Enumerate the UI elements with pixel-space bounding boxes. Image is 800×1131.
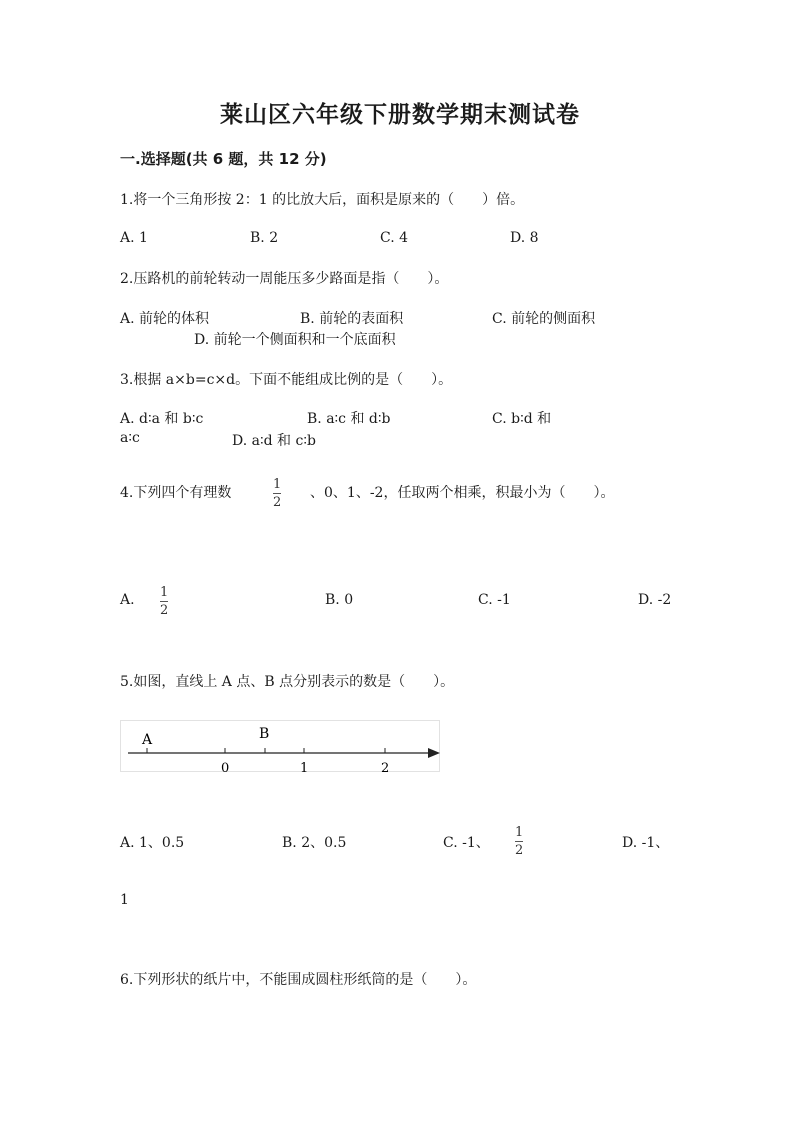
question-2-option-a: A. 前轮的体积: [120, 311, 210, 327]
fraction-denominator: 2: [273, 495, 282, 510]
fraction-denominator: 2: [160, 603, 169, 618]
question-5-option-d: D. -1、: [622, 835, 670, 851]
question-2-option-b: B. 前轮的表面积: [300, 311, 404, 327]
section-heading: 一.选择题(共 6 题，共 12 分): [120, 150, 327, 168]
question-3-option-b: B. a∶c 和 d∶b: [307, 411, 391, 427]
point-b-label: B: [259, 726, 270, 742]
tick-label-0: 0: [221, 761, 230, 776]
fraction-numerator: 1: [273, 477, 282, 492]
question-6-stem: 6.下列形状的纸片中，不能围成圆柱形纸筒的是（ ）。: [120, 972, 477, 988]
number-line-figure: [120, 720, 450, 780]
fraction-numerator: 1: [160, 585, 169, 600]
question-5-stem: 5.如图，直线上 A 点、B 点分别表示的数是（ ）。: [120, 674, 455, 690]
fraction-bar: [160, 601, 168, 602]
question-3-stem: 3.根据 a×b=c×d。下面不能组成比例的是（ ）。: [120, 372, 453, 388]
page-title: 莱山区六年级下册数学期末测试卷: [220, 102, 580, 128]
question-4-stem-before: 4.下列四个有理数: [120, 485, 232, 501]
question-1-option-c: C. 4: [380, 230, 409, 246]
question-1-option-a: A. 1: [120, 230, 148, 246]
fraction-numerator: 1: [515, 825, 524, 840]
question-1-option-d: D. 8: [510, 230, 539, 246]
question-3-option-c-cont: a∶c: [120, 430, 140, 446]
tick-label-2: 2: [381, 761, 390, 776]
question-5-option-c-fraction: [515, 825, 523, 858]
question-5-option-c: C. -1、: [443, 835, 490, 851]
question-3-option-a: A. d∶a 和 b∶c: [120, 411, 204, 427]
question-2-option-c: C. 前轮的侧面积: [492, 311, 596, 327]
tick-label-1: 1: [300, 761, 309, 776]
question-4-option-d: D. -2: [638, 592, 672, 608]
figure-frame: [121, 721, 440, 772]
fraction-bar: [273, 493, 281, 494]
fraction-denominator: 2: [515, 843, 524, 858]
question-4-option-a-fraction: [160, 585, 168, 618]
fraction-bar: [515, 841, 523, 842]
question-5-option-a: A. 1、0.5: [120, 835, 185, 851]
question-4-option-c: C. -1: [478, 592, 511, 608]
question-2-stem: 2.压路机的前轮转动一周能压多少路面是指（ ）。: [120, 271, 449, 287]
point-a-label: A: [142, 732, 153, 748]
question-4-stem-after: 、0、1、-2，任取两个相乘，积最小为（ ）。: [310, 485, 615, 501]
question-4-option-a: A.: [120, 592, 135, 608]
question-2-option-d: D. 前轮一个侧面积和一个底面积: [194, 332, 396, 348]
question-4-fraction: [273, 477, 281, 510]
question-5-option-d-cont: 1: [120, 892, 129, 908]
question-1-stem: 1.将一个三角形按 2：1 的比放大后，面积是原来的（ ）倍。: [120, 192, 525, 208]
question-5-option-b: B. 2、0.5: [282, 835, 347, 851]
question-4-option-b: B. 0: [325, 592, 354, 608]
question-1-option-b: B. 2: [250, 230, 279, 246]
question-3-option-d: D. a∶d 和 c∶b: [232, 433, 316, 449]
question-3-option-c: C. b∶d 和: [492, 411, 552, 427]
